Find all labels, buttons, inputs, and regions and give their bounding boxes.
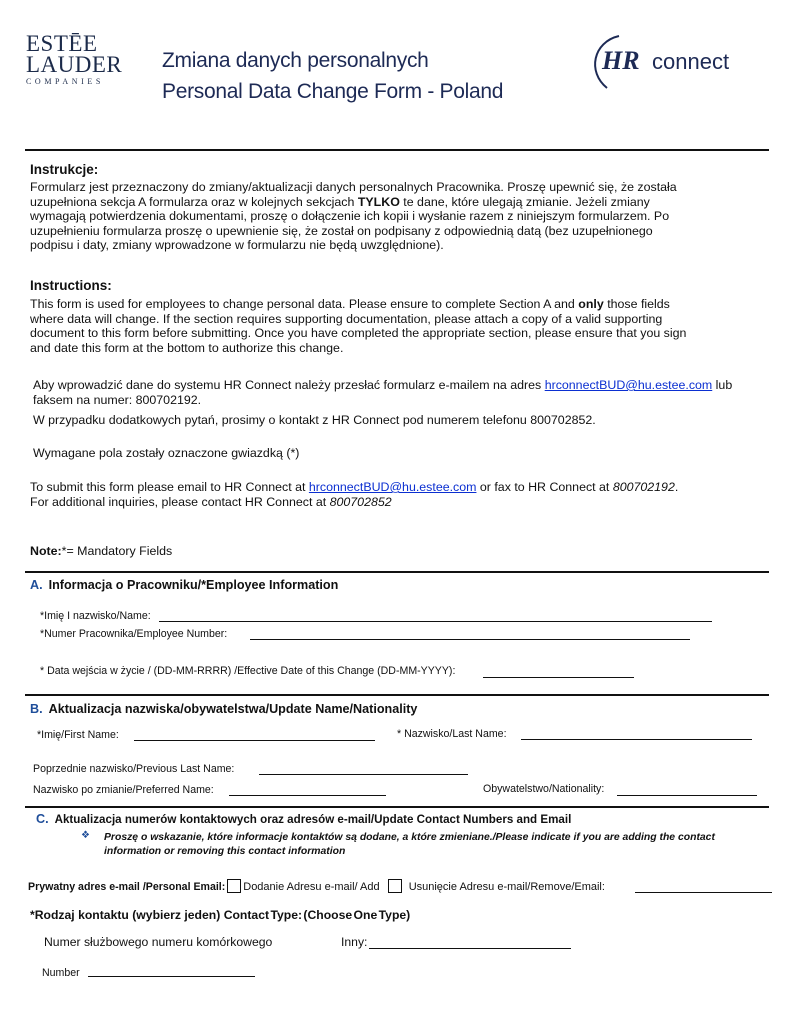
effective-date-field[interactable]: [483, 677, 634, 678]
nationality-field[interactable]: [617, 795, 757, 796]
instructions-line: where data will change. If the section requires supporting documentation, please attach a copy of a valid supporting: [30, 311, 663, 326]
nationality-label: Obywatelstwo/Nationality:: [483, 783, 605, 795]
section-c-rule: [25, 806, 769, 808]
mandatory-note: Note:*= Mandatory Fields: [30, 544, 173, 558]
instrukcje-line: uzupełnieniu formularza proszę o upewnienie się, że został on podpisany z odpowiednią datą (bez uzupełnionego: [30, 223, 653, 238]
personal-email-label: Prywatny adres e-mail /Personal Email:: [28, 881, 226, 893]
last-name-field[interactable]: [521, 739, 752, 740]
add-email-checkbox[interactable]: [227, 879, 241, 893]
effective-date-label: * Data wejścia w życie / (DD-MM-RRRR) /Effective Date of this Change (DD-MM-YYYY):: [40, 665, 456, 677]
contact-type-en: Contact Type: (Choose One Type): [223, 908, 411, 922]
employee-number-label: *Numer Pracownika/Employee Number:: [40, 628, 228, 640]
section-c-title: C. Aktualizacja numerów kontaktowych oraz adresów e-mail/Update Contact Numbers and Email: [36, 812, 572, 826]
personal-email-field[interactable]: [635, 892, 772, 893]
employee-number-field[interactable]: [250, 639, 690, 640]
email-link[interactable]: hrconnectBUD@hu.estee.com: [544, 378, 713, 392]
contact-type-label: *Rodzaj kontaktu (wybierz jeden): [30, 908, 221, 922]
estee-lauder-logo: [26, 33, 126, 86]
section-b-rule: [25, 694, 769, 696]
instrukcje-line: podpisu i daty, zmiany wprowadzone w formularzu nie będą uwzględnione).: [30, 238, 444, 253]
section-b-title: B. Aktualizacja nazwiska/obywatelstwa/Update Name/Nationality: [30, 702, 418, 716]
personal-email-row: [28, 879, 605, 893]
instrukcje-line: uzupełniona sekcja A formularza oraz w kolejnych sekcjach TYLKO te dane, które ulegają zmianie. Jeżeli zmiany: [30, 194, 650, 209]
section-c-note: Proszę o wskazanie, które informacje kontaktów są dodane, a które zmieniane./Please indicate if you are adding the contact information or removing this contact information: [104, 832, 715, 857]
instructions-line: This form is used for employees to change personal data. Please ensure to complete Section A and only those fields: [30, 297, 670, 311]
section-a-title: A. Informacja o Pracowniku/*Employee Information: [30, 578, 339, 592]
diamond-bullet-icon: ❖: [81, 830, 90, 841]
instrukcje-heading: Instrukcje:: [30, 162, 99, 177]
contact-en: To submit this form please email to HR Connect at hrconnectBUD@hu.estee.com or fax to HR Connect at 800702192. For additional inquiries, please contact HR Connect at 800702852: [30, 480, 679, 509]
instructions-line: and date this form at the bottom to authorize this change.: [30, 340, 344, 355]
connect-logo-text: connect: [652, 49, 730, 74]
other-label: Inny:: [341, 935, 368, 949]
instrukcje-line: wymagają potwierdzenia dokumentami, proszę o dołączenie ich kopii i wysłanie razem z niniejszym formularzem. Po: [30, 209, 670, 224]
add-email-label: Dodanie Adresu e-mail/ Add: [243, 881, 380, 893]
logo-line-3: COMPANIES: [26, 77, 104, 86]
first-name-field[interactable]: [134, 740, 375, 741]
section-a-rule: [25, 571, 769, 573]
number-label: Number: [42, 967, 80, 979]
last-name-label: * Nazwisko/Last Name:: [397, 728, 507, 740]
logo-line-2: LAUDER: [26, 52, 123, 77]
instructions-heading: Instructions:: [30, 278, 112, 293]
remove-email-label: Usunięcie Adresu e-mail/Remove/Email:: [408, 881, 605, 893]
previous-last-name-field[interactable]: [259, 774, 468, 775]
other-field[interactable]: [369, 948, 571, 949]
number-field[interactable]: [88, 976, 255, 977]
instructions-text: [30, 297, 721, 355]
preferred-name-field[interactable]: [229, 795, 386, 796]
logo-line-1: ESTĒE: [26, 31, 98, 56]
hr-connect-logo: [585, 32, 755, 92]
first-name-label: *Imię/First Name:: [37, 729, 119, 741]
instructions-line: document to this form before submitting. Once you have completed the appropriate section, please ensure that you sign: [30, 326, 687, 341]
preferred-name-label: Nazwisko po zmianie/Preferred Name:: [33, 784, 214, 796]
page-title-en: Personal Data Change Form - Poland: [162, 80, 504, 103]
hr-logo-text: HR: [602, 46, 640, 75]
contact-pl: Aby wprowadzić dane do systemu HR Connect należy przesłać formularz e-mailem na adres hrconnectBUD@hu.estee.com lub faksem na numer: 800702192. W przypadku dodatkowych pytań, prosimy o kontakt z HR Connect pod numerem telefonu 800702852. Wymagane pola zostały oznaczone gwiazdką (*): [33, 378, 733, 460]
mobile-number-label: Numer służbowego numeru komórkowego: [44, 935, 273, 949]
name-label: *Imię I nazwisko/Name:: [40, 610, 151, 622]
instrukcje-text: [30, 180, 721, 253]
name-field[interactable]: [159, 621, 712, 622]
remove-email-checkbox[interactable]: [388, 879, 402, 893]
email-link[interactable]: hrconnectBUD@hu.estee.com: [308, 480, 477, 494]
header-rule: [25, 149, 769, 151]
page-title-pl: Zmiana danych personalnych: [162, 49, 429, 72]
instrukcje-line: Formularz jest przeznaczony do zmiany/aktualizacji danych personalnych Pracownika. Proszę upewnić się, że została: [30, 180, 677, 194]
previous-last-name-label: Poprzednie nazwisko/Previous Last Name:: [33, 763, 235, 775]
contact-type-row: [30, 908, 410, 922]
